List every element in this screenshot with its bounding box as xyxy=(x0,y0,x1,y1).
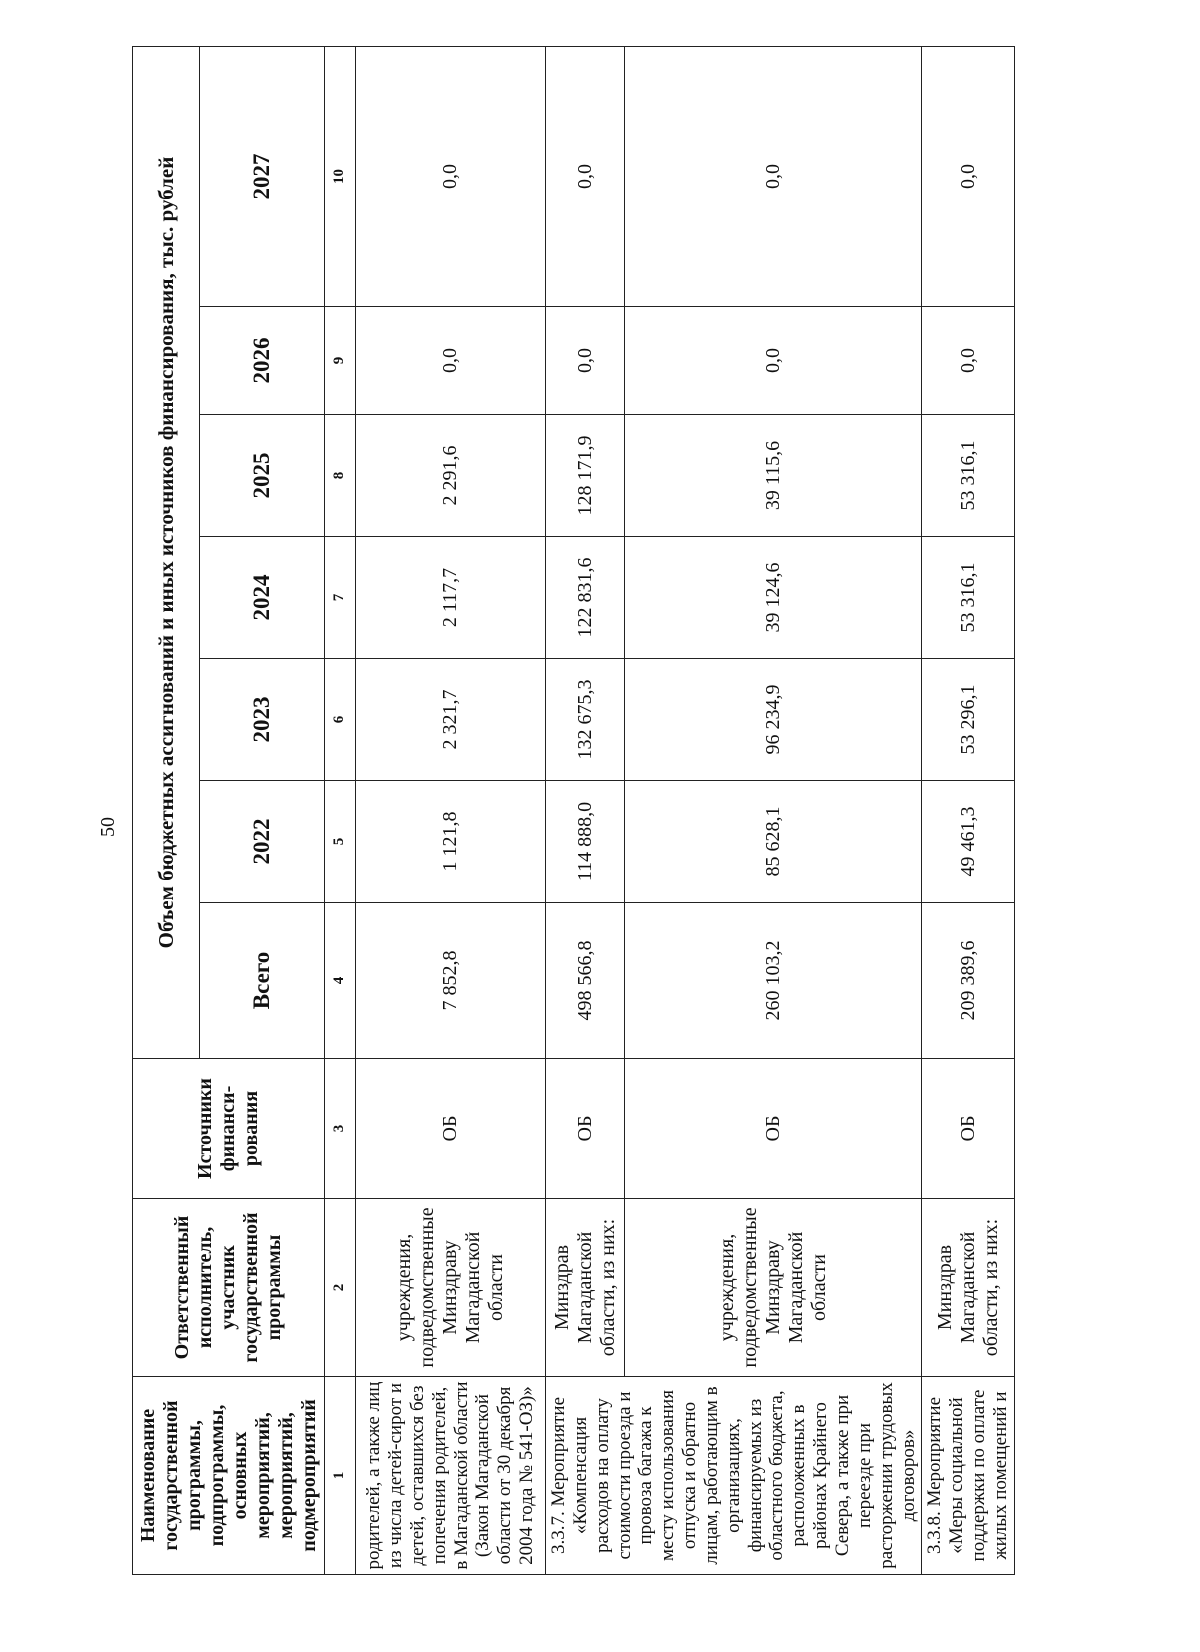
column-number: 7 xyxy=(325,537,356,659)
column-number: 2 xyxy=(325,1199,356,1377)
table-row xyxy=(625,46,922,1574)
value-2025: 2 291,6 xyxy=(356,415,546,537)
column-number: 1 xyxy=(325,1377,356,1575)
row-executor: Минздрав Магаданской области, из них: xyxy=(546,1199,625,1377)
header-col1: Наименование государственной программы, подпрограммы, основных мероприятий, мероприятий, подмероприятий xyxy=(133,1377,325,1575)
value-2025: 39 115,6 xyxy=(625,415,922,537)
page-number: 50 xyxy=(97,817,119,837)
value-2026: 0,0 xyxy=(922,307,1014,415)
column-number: 6 xyxy=(325,659,356,781)
row-name: 3.3.8. Мероприятие «Меры социальной поддержки по оплате жилых помещений и xyxy=(922,1377,1014,1575)
header-col3: Источники финанси-рования xyxy=(133,1059,325,1199)
value-total: 260 103,2 xyxy=(625,903,922,1059)
value-2027: 0,0 xyxy=(922,46,1014,306)
row-source: ОБ xyxy=(356,1059,546,1199)
column-number: 10 xyxy=(325,46,356,306)
table-row xyxy=(922,46,1014,1574)
header-year: 2023 xyxy=(200,659,325,781)
column-number: 4 xyxy=(325,903,356,1059)
row-executor: учреждения, подведомственные Минздраву Магаданской области xyxy=(356,1199,546,1377)
column-number: 3 xyxy=(325,1059,356,1199)
row-source: ОБ xyxy=(546,1059,625,1199)
header-year: 2022 xyxy=(200,781,325,903)
value-2027: 0,0 xyxy=(625,46,922,306)
column-number: 8 xyxy=(325,415,356,537)
value-2023: 96 234,9 xyxy=(625,659,922,781)
column-number: 9 xyxy=(325,307,356,415)
value-2025: 128 171,9 xyxy=(546,415,625,537)
value-2024: 2 117,7 xyxy=(356,537,546,659)
value-2022: 1 121,8 xyxy=(356,781,546,903)
row-name: 3.3.7. Мероприятие «Компенсация расходов на оплату стоимости проезда и провоза багажа к месту использования отпуска и обратно лицам, работающим в организациях, финансируемых из областного бюджета, расположенных в районах Крайнего Севера, а также при переезде при расторжении трудовых договоров» xyxy=(546,1377,922,1575)
row-name: родителей, а также лиц из числа детей-сирот и детей, оставшихся без попечения родителей, в Магаданской области (Закон Магаданской области от 30 декабря 2004 года № 541-ОЗ)» xyxy=(356,1377,546,1575)
value-2027: 0,0 xyxy=(546,46,625,306)
header-year: 2024 xyxy=(200,537,325,659)
value-2026: 0,0 xyxy=(546,307,625,415)
value-total: 209 389,6 xyxy=(922,903,1014,1059)
header-row-1 xyxy=(133,46,200,1574)
column-number: 5 xyxy=(325,781,356,903)
column-number-row xyxy=(325,46,356,1574)
value-2022: 49 461,3 xyxy=(922,781,1014,903)
value-2022: 85 628,1 xyxy=(625,781,922,903)
row-executor: Минздрав Магаданской области, из них: xyxy=(922,1199,1014,1377)
table-row xyxy=(356,46,546,1574)
header-year: 2026 xyxy=(200,307,325,415)
value-total: 498 566,8 xyxy=(546,903,625,1059)
value-2024: 53 316,1 xyxy=(922,537,1014,659)
row-executor: учреждения, подведомственные Минздраву Магаданской области xyxy=(625,1199,922,1377)
header-col2: Ответственный исполнитель, участник государственной программы xyxy=(133,1199,325,1377)
value-2022: 114 888,0 xyxy=(546,781,625,903)
value-2026: 0,0 xyxy=(356,307,546,415)
header-volume: Объем бюджетных ассигнований и иных источников финансирования, тыс. рублей xyxy=(133,46,200,1058)
value-2027: 0,0 xyxy=(356,46,546,306)
header-year: 2027 xyxy=(200,46,325,306)
value-2023: 53 296,1 xyxy=(922,659,1014,781)
table-row xyxy=(546,46,625,1574)
value-2023: 2 321,7 xyxy=(356,659,546,781)
value-2026: 0,0 xyxy=(625,307,922,415)
header-year: 2025 xyxy=(200,415,325,537)
financing-table xyxy=(132,46,1015,1575)
row-source: ОБ xyxy=(922,1059,1014,1199)
value-2025: 53 316,1 xyxy=(922,415,1014,537)
value-2024: 122 831,6 xyxy=(546,537,625,659)
value-2024: 39 124,6 xyxy=(625,537,922,659)
value-2023: 132 675,3 xyxy=(546,659,625,781)
row-source: ОБ xyxy=(625,1059,922,1199)
header-total: Всего xyxy=(200,903,325,1059)
value-total: 7 852,8 xyxy=(356,903,546,1059)
rotated-page-content xyxy=(132,25,1182,1575)
